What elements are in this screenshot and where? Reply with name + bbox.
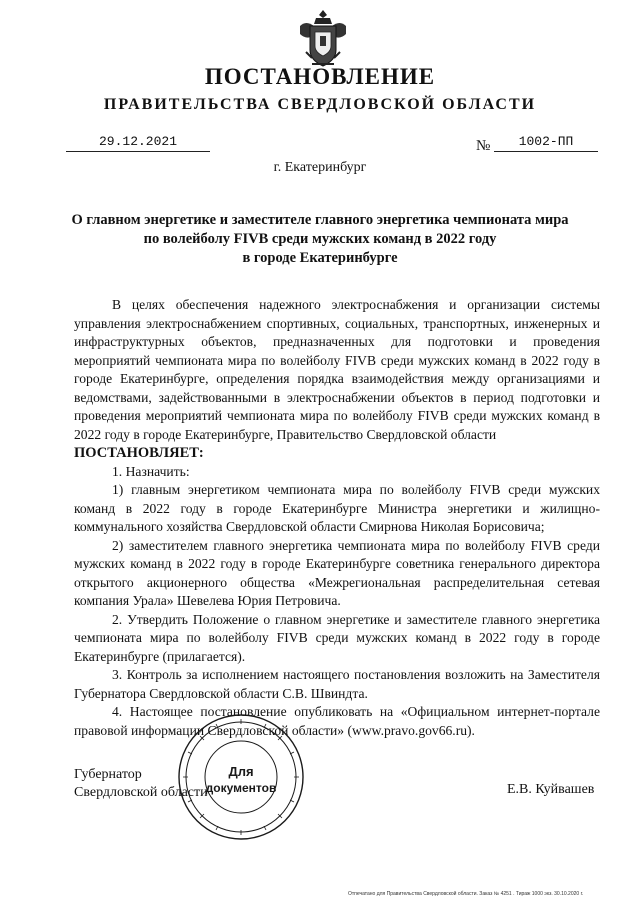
- document-type-title: ПОСТАНОВЛЕНИЕ: [204, 64, 436, 89]
- heading-line: в городе Екатеринбурге: [242, 250, 398, 266]
- number-sign: №: [476, 138, 491, 154]
- document-heading: [60, 211, 580, 268]
- clause-1: 1. Назначить:: [112, 463, 190, 479]
- document-date: 29.12.2021: [66, 134, 210, 152]
- heading-line: по волейболу FIVB среди мужских команд в 2022 году: [143, 231, 497, 247]
- signatory-name: Е.В. Куйвашев: [507, 782, 595, 797]
- document-city: г. Екатеринбург: [273, 160, 367, 175]
- signatory-position-line: Свердловской области: [74, 785, 208, 800]
- clause-1-2: 2) заместителем главного энергетика чемпионата мира по волейболу FIVB среди мужских команд в 2022 году в городе Екатеринбурге советника генерального директора открытого акционерного общества «Межрегиональная распределительная сетевая компания Урала» Шевелева Юрия Петровича.: [74, 537, 600, 608]
- print-info: Отпечатано для Правительства Свердловской области. Заказ № 4251 . Тираж 1000 экз. 30.10.2020 г.: [348, 891, 584, 897]
- coat-of-arms-icon: [296, 8, 350, 70]
- resolves-keyword: ПОСТАНОВЛЯЕТ:: [74, 445, 204, 461]
- stamp-text: Для: [228, 764, 254, 779]
- clause-1-1: 1) главным энергетиком чемпионата мира по волейболу FIVB среди мужских команд в 2022 году в городе Екатеринбурге Министра энергетики и жилищно-коммунального хозяйства Свердловской области Смирнова Николая Борисовича;: [74, 482, 600, 534]
- clause-3: 3. Контроль за исполнением настоящего постановления возложить на Заместителя Губернатора Свердловской области С.В. Швиндта.: [74, 667, 600, 701]
- official-stamp: [176, 712, 306, 842]
- heading-line: О главном энергетике и заместителе главного энергетика чемпионата мира: [71, 212, 569, 228]
- issuing-authority: ПРАВИТЕЛЬСТВА СВЕРДЛОВСКОЙ ОБЛАСТИ: [103, 96, 537, 113]
- document-number: 1002-ПП: [494, 134, 598, 152]
- stamp-text: документов: [205, 781, 277, 795]
- signatory-position-line: Губернатор: [74, 767, 142, 782]
- document-body: [74, 296, 600, 740]
- preamble-paragraph: В целях обеспечения надежного электроснабжения и организации системы управления электроснабжением спортивных, социальных, транспортных, инженерных и инфраструктурных объектов, предназначенных для подготовки и проведения мероприятий чемпионата мира по волейболу FIVB среди мужских команд в 2022 году в городе Екатеринбурге, определения порядка взаимодействия между организациями и ведомствами, задействованными в электроснабжении объектов в период подготовки и проведения мероприятий чемпионата мира по волейболу FIVB среди мужских команд в 2022 году в городе Екатеринбурге, Правительство Свердловской области: [74, 297, 600, 442]
- clause-4: 4. Настоящее постановление опубликовать на «Официальном интернет-портале правовой информации Свердловской области» (www.pravo.gov66.ru).: [74, 704, 600, 738]
- clause-2: 2. Утвердить Положение о главном энергетике и заместителе главного энергетика чемпионата мира по волейболу FIVB среди мужских команд в 2022 году в городе Екатеринбурге (прилагается).: [74, 611, 600, 664]
